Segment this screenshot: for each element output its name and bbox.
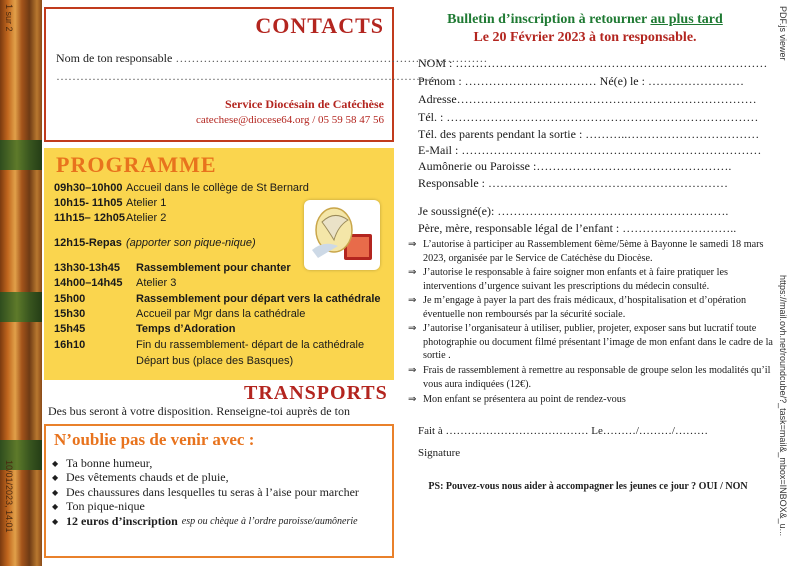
programme-row: Départ bus (place des Basques) <box>136 355 294 367</box>
programme-row: 14h00–14h45 Atelier 3 <box>54 277 177 289</box>
programme-row: 13h30-13h45 Rassemblement pour chanter <box>54 262 291 274</box>
condition-item: ⇒ J’autorise le responsable à faire soigner mon enfants et à faire pratiquer les interventions d’urgence suivant les prescriptions du médecin consulté. <box>408 267 728 292</box>
programme-row: 10h15- 11h05 Atelier 1 <box>54 197 167 209</box>
checklist-title: N’oublie pas de venir avec : <box>54 430 255 449</box>
bulletin-deadline: Le 20 Février 2023 à ton responsable. <box>473 30 697 45</box>
responsable-dots: …………………………………………………………………… <box>175 51 488 65</box>
ps-note: PS: Pouvez-vous nous aider à accompagner les jeunes ce jour ? OUI / NON <box>428 481 748 492</box>
programme-row: 15h30 Accueil par Mgr dans la cathédrale <box>54 308 306 320</box>
responsable-dots-line: …………………………………………………………………………………… <box>56 69 440 83</box>
programme-row: 15h00 Rassemblement pour départ vers la cathédrale <box>54 293 381 305</box>
print-timestamp: 10/01/2023, 14:01 <box>4 460 14 533</box>
list-item: ◆ Ton pique-nique <box>52 499 145 514</box>
clipart-image <box>304 200 380 270</box>
form-field-email[interactable]: E-Mail : ………………………………………………………………… <box>418 143 762 157</box>
programme-row: 09h30–10h00 Accueil dans le collège de St Bernard <box>54 182 309 194</box>
checklist <box>52 456 359 529</box>
arrow-right-icon: ⇒ <box>408 323 417 334</box>
bullet-icon: ◆ <box>52 502 59 512</box>
condition-item: ⇒ Frais de rassemblement à remettre au responsable de groupe selon les modalités qu’il vous aura indiquées (12€). <box>408 365 771 390</box>
bullet-icon: ◆ <box>52 516 59 526</box>
bullet-icon: ◆ <box>52 458 59 468</box>
programme-row: 11h15– 12h05Atelier 2 <box>54 212 167 224</box>
form-field-aumonerie[interactable]: Aumônerie ou Paroisse :…………………………………………. <box>418 159 732 173</box>
form-field-responsable[interactable]: Responsable : …………………………………………………… <box>418 176 728 190</box>
arrow-right-icon: ⇒ <box>408 394 417 405</box>
payment-note: esp ou chèque à l’ordre paroisse/aumônerie <box>181 515 358 527</box>
bulletin-title: Bulletin d’inscription à retourner au plus tard <box>447 12 723 27</box>
list-item: ◆ Ta bonne humeur, <box>52 455 153 470</box>
form-field-adresse[interactable]: Adresse………………………………………………………………… <box>418 92 757 106</box>
transports-text: Des bus seront à votre disposition. Renseigne-toi auprès de ton <box>48 404 350 418</box>
responsable-label: Nom de ton responsable <box>56 51 173 65</box>
source-url: https://mail.ovh.net/roundcube/?_task=mail&_mbox=INBOX&_u... <box>778 275 788 537</box>
condition-item: ⇒ L’autorise à participer au Rassemblement 6ème/5ème à Bayonne le samedi 18 mars 2023, organisée par le Service de Catéchèse du Diocèse. <box>408 239 764 264</box>
checklist-box <box>44 424 394 558</box>
strip-band <box>0 292 42 322</box>
page-count-label: 1 sur 2 <box>4 4 14 32</box>
list-item: ◆ 12 euros d’inscription esp ou chèque à l’ordre paroisse/aumônerie <box>52 513 358 528</box>
programme-row: 15h45 Temps d’Adoration <box>54 323 236 335</box>
fait-a-field[interactable]: Fait à ………………………………… Le………/………/……… <box>418 425 708 437</box>
form-field-nom[interactable]: NOM : …………………………………………………………………… <box>418 56 768 70</box>
arrow-right-icon: ⇒ <box>408 239 417 250</box>
contact-email: catechese@diocese64.org / 05 59 58 47 56 <box>195 114 384 126</box>
condition-item: ⇒ Je m’engage à payer la part des frais médicaux, d’hospitalisation et d’opération éventuelle non remboursés par la sécurité sociale. <box>408 295 747 320</box>
arrow-right-icon: ⇒ <box>408 295 417 306</box>
arrow-right-icon: ⇒ <box>408 267 417 278</box>
contacts-title: CONTACTS <box>255 13 384 38</box>
condition-item: ⇒ Mon enfant se présentera au point de rendez-vous <box>408 394 626 405</box>
bullet-icon: ◆ <box>52 487 59 497</box>
form-field-tel-parents[interactable]: Tél. des parents pendant la sortie : ………..…………………………… <box>418 127 760 141</box>
programme-title: PROGRAMME <box>56 152 217 177</box>
form-field-soussigne[interactable]: Je soussigné(e): …………………………………………………. <box>418 204 729 218</box>
form-field-pere-mere[interactable]: Père, mère, responsable légal de l’enfant : ……………………….. <box>418 221 737 235</box>
signature-field[interactable]: Signature <box>418 447 461 459</box>
transports-title: TRANSPORTS <box>244 382 388 404</box>
list-item: ◆ Des chaussures dans lesquelles tu seras à l’aise pour marcher <box>52 484 359 499</box>
service-name: Service Diocésain de Catéchèse <box>225 97 384 111</box>
form-field-tel[interactable]: Tél. : …………………………………………………………………… <box>418 110 759 124</box>
decorative-strip <box>0 0 42 566</box>
dove-book-icon <box>304 200 380 270</box>
contacts-box <box>44 7 488 142</box>
programme-row: 16h10 Fin du rassemblement- départ de la cathédrale <box>54 339 365 351</box>
form-field-prenom[interactable]: Prénom : …………………………… Né(e) le : …………………… <box>418 74 744 88</box>
strip-band <box>0 140 42 170</box>
viewer-title: PDF.js viewer <box>778 6 788 61</box>
bullet-icon: ◆ <box>52 473 59 483</box>
condition-item: ⇒ J’autorise l’organisateur à utiliser, publier, projeter, exposer sans but lucratif toute photographie ou document filmé présentant l’image de mon enfant dans le cadre de la sortie . <box>408 323 773 361</box>
programme-box <box>44 148 394 380</box>
programme-row: 12h15-Repas (apporter son pique-nique) <box>54 237 256 249</box>
list-item: ◆ Des vêtements chauds et de pluie, <box>52 470 229 485</box>
arrow-right-icon: ⇒ <box>408 365 417 376</box>
